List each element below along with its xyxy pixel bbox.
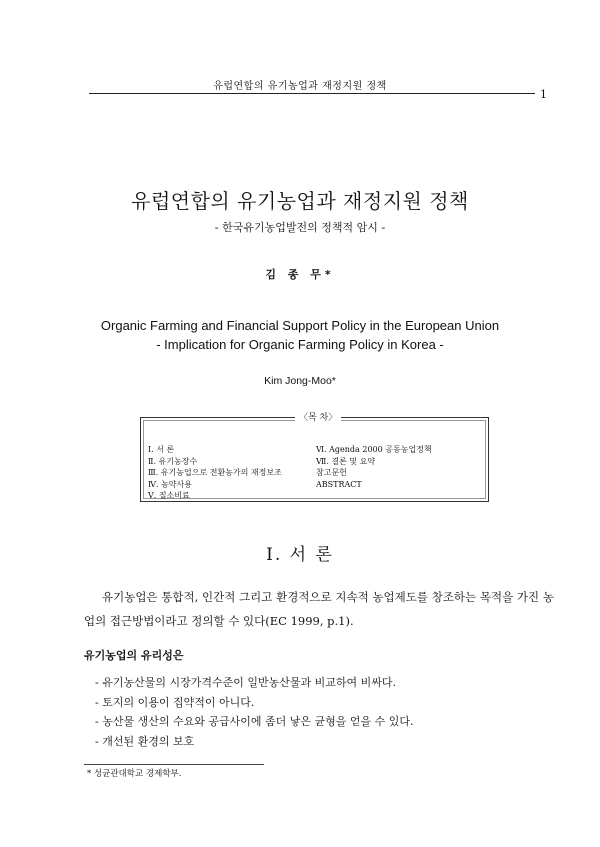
footnote-rule [84,764,264,765]
list-item: - 토지의 이용이 집약적이 아니다. [95,695,255,709]
footnote: * 성균관대학교 경제학부. [87,769,182,779]
toc-item: Ⅱ. 유기농장수 [148,456,198,466]
toc-item: Ⅵ. Agenda 2000 공동농업정책 [316,445,432,454]
english-title-line2: - Implication for Organic Farming Policy in Korea - [156,337,444,352]
toc-item: Ⅲ. 유기농업으로 전환농가의 재정보조 [148,468,282,477]
english-title-line1: Organic Farming and Financial Support Policy in the European Union [100,318,500,333]
toc-item: Ⅶ. 결론 및 요약 [316,456,376,466]
toc-left-column [148,444,282,502]
advantages-heading: 유기농업의 유리성은 [84,649,184,662]
page-number: 1 [540,88,547,101]
toc-item: ABSTRACT [316,479,362,489]
english-title [0,316,600,354]
advantages-list [95,673,413,751]
toc-right-column [316,444,432,490]
running-header: 유럽연합의 유기농업과 재정지원 정책 [213,81,387,92]
paper-title: 유럽연합의 유기농업과 재정지원 정책 [131,189,469,213]
toc-item: 참고문헌 [316,468,347,477]
header-rule [89,93,535,94]
section-heading: Ⅰ. 서 론 [266,545,334,565]
english-author: Kim Jong-Moo* [264,375,336,387]
list-item: - 유기농산물의 시장가격수준이 일반농산물과 비교하여 비싸다. [95,676,396,689]
intro-paragraph: 유기농업은 통합적, 인간적 그리고 환경적으로 지속적 농업제도를 창조하는 목적을 가진 농업의 접근방법이라고 정의할 수 있다(EC 1999, p.1). [84,590,554,628]
list-item: - 개선된 환경의 보호 [95,734,195,748]
toc-item: Ⅳ. 농약사용 [148,479,192,489]
list-item: - 농산물 생산의 수요와 공급사이에 좀더 낳은 균형을 얻을 수 있다. [95,715,414,728]
toc-item: Ⅰ. 서 론 [148,445,175,454]
paper-subtitle: - 한국유기농업발전의 정책적 암시 - [214,221,386,234]
toc-heading: 〈목 차〉 [295,410,341,423]
author-name: 김 종 무* [265,268,335,281]
toc-item: Ⅴ. 질소비료 [148,491,190,500]
